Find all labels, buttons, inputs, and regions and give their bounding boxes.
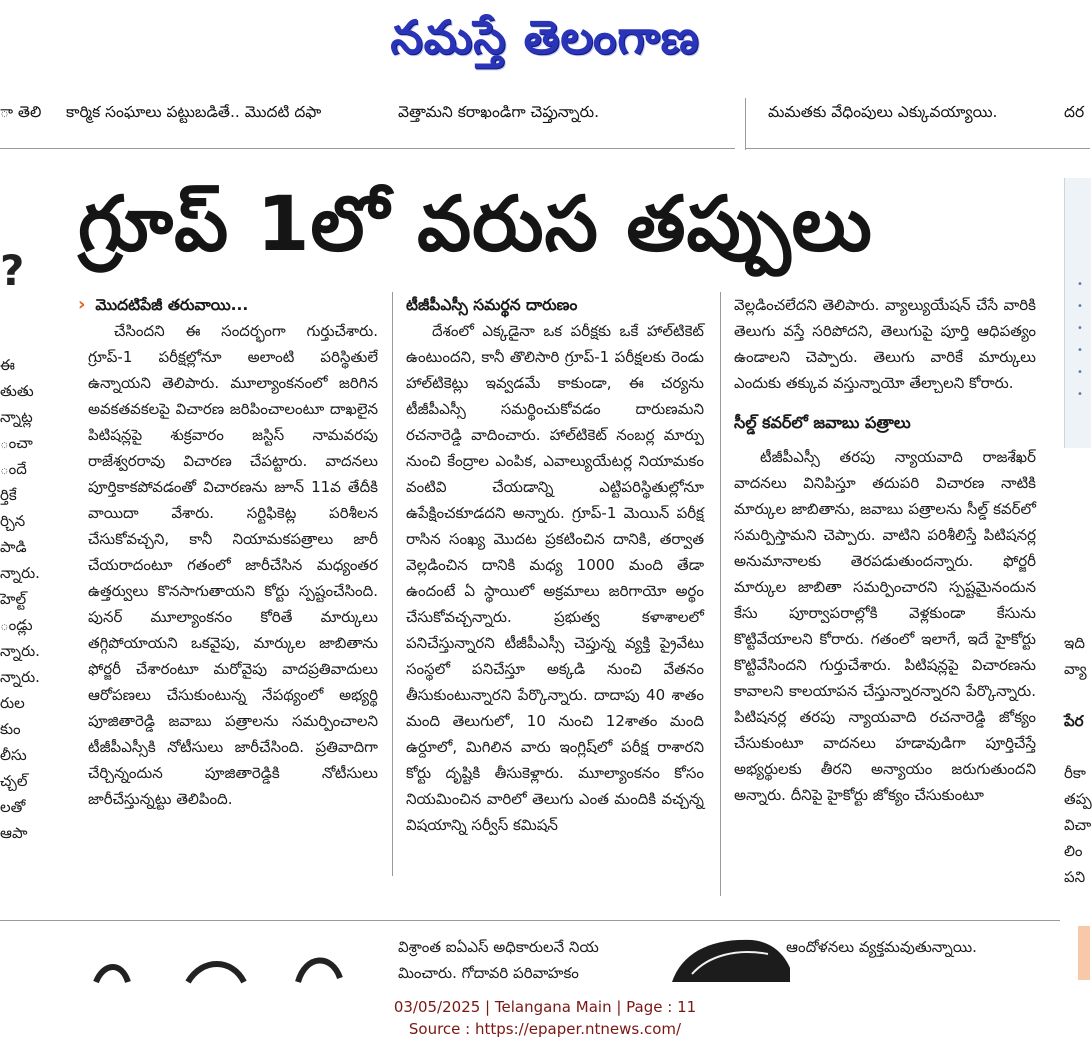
column-2-subheading: టీజీపీఎస్సీ సమర్థన దారుణం [406,296,578,314]
teaser-2[interactable]: కార్మిక సంఘాలు పట్టుబడితే.. మొదటి దఫా [66,103,322,121]
adjacent-article-box [1064,178,1091,448]
column-3-body-2: టీజీపీఎస్సీ తరపు న్యాయవాది రాజశేఖర్‌ వాదనలు వినిపిస్తూ తదుపరి విచారణ నాటికి మార్కుల జాబితాను, జవాబు పత్రాలను సీల్డ్‌ కవర్‌లో సమర్పిస్తామని చెప్పారు. వాటిని పరిశీలిస్తే పిటిషనర్ల అనుమానాలకు తెరపడుతుందన్నారు. ఫోర్జరీ మార్కుల జాబితా సమర్పించారని స్పష్టమైనందున కేసు పూర్వాపరాల్లోకి వెళ్లకుండా కేసును కొట్టివేయాలని కోరారు. గతంలో ఇలాగే, ఇదే హైకోర్టు కొట్టివేసిందని గుర్తుచేశారు. పిటిషన్లపై విచారణను కావాలని కాలయాపన చేస్తున్నారన్నారని పేర్కొన్నారు. పిటిషనర్ల తరపు న్యాయవాది రచనారెడ్డి జోక్యం చేసుకుంటూ వాదనలు హడావుడిగా పూర్తిచేస్తే అభ్యర్థులకు తీరని అన్యాయం జరుగుతుందని అన్నారు. దీనిపై హైకోర్టు జోక్యం చేసుకుంటూ [734,448,1036,804]
continued-kicker [78,292,378,318]
right-edge-line [1064,682,1090,708]
left-edge-line: కుం [0,720,21,738]
right-edge-line: ఇది [1064,634,1085,652]
masthead-title: నమస్తే తెలంగాణ [390,10,700,64]
right-edge-line: పని [1064,868,1086,886]
teaser-underline-right [745,148,1090,149]
left-edge-line: ంచా [0,434,33,452]
column-1-body: చేసిందని ఈ సందర్భంగా గుర్తుచేశారు. గ్రూప్‌-1 పరీక్షల్లోనూ అలాంటి పరిస్థితులే ఉన్నాయని తెలిపారు. మూల్యాంకనంలో జరిగిన అవకతవకలపై విచారణ జరిపించాలంటూ దాఖలైన పిటిషన్లపై శుక్రవారం జస్టిస్‌ నామవరపు రాజేశ్వరరావు విచారణ చేపట్టారు. వాదనలు పూర్తికాకపోవడంతో విచారణను జూన్‌ 11వ తేదీకి వాయిదా వేశారు. సర్టిఫికెట్ల పరిశీలన చేసుకోవచ్చని, కానీ నియామకపత్రాలు జారీ చేయరాదంటూ గతంలో జారీచేసిన మధ్యంతర ఉత్తర్వులు కొనసాగుతాయని కోర్టు స్పష్టంచేసింది. పునర్‌ మూల్యాంకనం కోరితే మార్కులు తగ్గిపోయాయని ఒకవైపు, మార్కుల జాబితాను ఫోర్జరీ చేశారంటూ మరోవైపు వాదప్రతివాదులు ఆరోపణలు చేసుకుంటున్న నేపథ్యంలో అభ్యర్థి పూజితారెడ్డి జవాబు పత్రాలను సమర్పించాలని టీజీపీఎస్సీకి నోటీసులు జారీచేసింది. ప్రతివాదిగా చేర్చిన్నందున పూజితారెడ్డికి నోటీసులు జారీచేస్తున్నట్టు తెలిపింది. [88,322,378,808]
teaser-5[interactable]: దర [1064,103,1085,121]
footer-date-edition: 03/05/2025 | Telangana Main | Page : 11 [393,998,697,1016]
column-3-subheading: సీల్డ్‌ కవర్‌లో జవాబు పత్రాలు [734,413,911,432]
prev-article-question-mark: ? [0,246,25,295]
left-edge-line: ఈ [0,356,15,374]
right-edge-line: రీకా [1064,764,1086,782]
right-edge-line: వ్యా [1064,660,1087,678]
column-divider-1 [392,292,393,876]
left-edge-article [0,352,40,846]
right-edge-line: పేర [1064,712,1084,730]
next-article-col3-line1: ఆందోళనలు వ్యక్తమవుతున్నాయి. [786,938,977,956]
teaser-strip [0,103,1090,129]
kicker-text: మొదటిపేజీ తరువాయి... [95,296,249,314]
column-3-body-1: వెల్లడించలేదని తెలిపారు. వ్యాల్యుయేషన్‌ చేసే వారికి తెలుగు వస్తే సరిపోదని, తెలుగుపై పూర్తి ఆధిపత్యం ఉండాలని చెప్పారు. తెలుగు వారికే మార్కులు ఎందుకు తక్కువ వస్తున్నాయో తేల్చాలని కోరారు. [734,296,1036,392]
column-2-body: దేశంలో ఎక్కడైనా ఒక పరీక్షకు ఒకే హాల్‌టికెట్‌ ఉంటుందని, కానీ తొలిసారి గ్రూప్‌-1 పరీక్షలకు రెండు హాల్‌టికెట్లు ఇవ్వడమే కాకుండా, ఈ చర్యను టీజీపీఎస్సీ సమర్థించుకోవడం దారుణమని రచనారెడ్డి వాదించారు. హాల్‌టికెట్‌ నంబర్ల మార్పు నుంచి కేంద్రాల ఎంపిక, ఎవాల్యుయేటర్ల నియామకం వంటివి చేయడాన్ని ఎట్టిపరిస్థితుల్లోనూ ఉపేక్షించకూడదని అన్నారు. గ్రూప్‌-1 మెయిన్‌ పరీక్ష రాసిన సంఖ్య మొదట ప్రకటించిన దానికి, తర్వాత వెల్లడించిన దానికి మధ్య 1000 మంది తేడా ఉందంటే ఏ స్థాయిలో అక్రమాలు జరిగాయో అర్థం చేసుకోవచ్చన్నారు. ప్రభుత్వ కళాశాలలో పనిచేస్తున్నారని టీజీపీఎస్సీ చెప్తున్న వ్యక్తి ప్రైవేటు సంస్థలో పనిచేస్తూ అక్కడి నుంచి వేతనం తీసుకుంటున్నారని పేర్కొన్నారు. దాదాపు 40 శాతం మంది తెలుగులో, 10 నుంచి 12శాతం మంది ఉర్దూలో, మిగిలిన వారు ఇంగ్లిష్‌లో పరీక్ష రాశారని కోర్టు దృష్టికి తీసుకెళ్లారు. మూల్యాంకనం కోసం నియమించిన వారిలో తెలుగు ఎంత మందికి వచ్చన్న విషయాన్ని సర్వీస్‌ కమిషన్‌ [406,322,704,834]
next-article-col2-line1: విశ్రాంత ఐఏఎస్‌ అధికారులనే నియ [398,938,599,956]
left-edge-line: ఆపా [0,824,28,842]
bullet-dots: • • • • • • [1077,279,1083,400]
article-column-2 [406,292,704,838]
photo-fragment-icon [672,934,792,982]
headline: గ్రూప్ 1లో వరుస తప్పులు [78,179,873,268]
adjacent-ad-fragment [1078,926,1090,980]
article-bottom-rule [0,920,1060,921]
left-edge-line: ర్తికే [0,486,17,504]
footer-source-link[interactable]: Source : https://epaper.ntnews.com/ [408,1020,682,1038]
teaser-3[interactable]: వెత్తామని కరాఖండిగా చెప్తున్నారు. [398,103,600,121]
left-edge-line: రుల [0,694,25,712]
next-article-headline-fragment-icon [92,948,362,988]
chevron-right-icon: › [78,294,86,315]
left-edge-line: తుతు [0,382,34,400]
teaser-1[interactable]: ా తెలి [0,103,42,121]
page-footer [0,996,1090,1046]
teaser-divider [745,98,746,150]
left-edge-line: లీసు [0,746,27,764]
left-edge-line: న్నారు. [0,668,40,686]
article-column-1 [78,292,378,812]
right-edge-line [1064,734,1090,760]
left-edge-line: ర్చిన [0,512,26,530]
left-edge-line: లతో [0,798,26,816]
right-edge-article [1064,630,1090,890]
right-edge-line: తప్ప [1064,790,1092,808]
left-edge-line: హెల్ట్ [0,590,27,608]
left-edge-line: ండ్లు [0,616,33,634]
masthead [330,10,760,76]
next-article-col2-line2: మించారు. గోదావరి పరివాహకం [398,964,579,982]
teaser-underline-left [0,148,735,149]
left-edge-line: న్నారు. [0,642,40,660]
left-edge-line: న్నాట్ల [0,408,33,426]
article-column-3 [734,292,1036,808]
left-edge-line: పాడి [0,538,27,556]
teaser-4[interactable]: మమతకు వేధింపులు ఎక్కువయ్యాయి. [768,103,998,121]
left-edge-line: ందే [0,460,27,478]
left-edge-line: న్నారు. [0,564,40,582]
right-edge-line: లిం [1064,842,1083,860]
column-divider-2 [720,292,721,896]
left-edge-line: చ్చల్ [0,772,28,790]
right-edge-line: విచా [1064,816,1092,834]
